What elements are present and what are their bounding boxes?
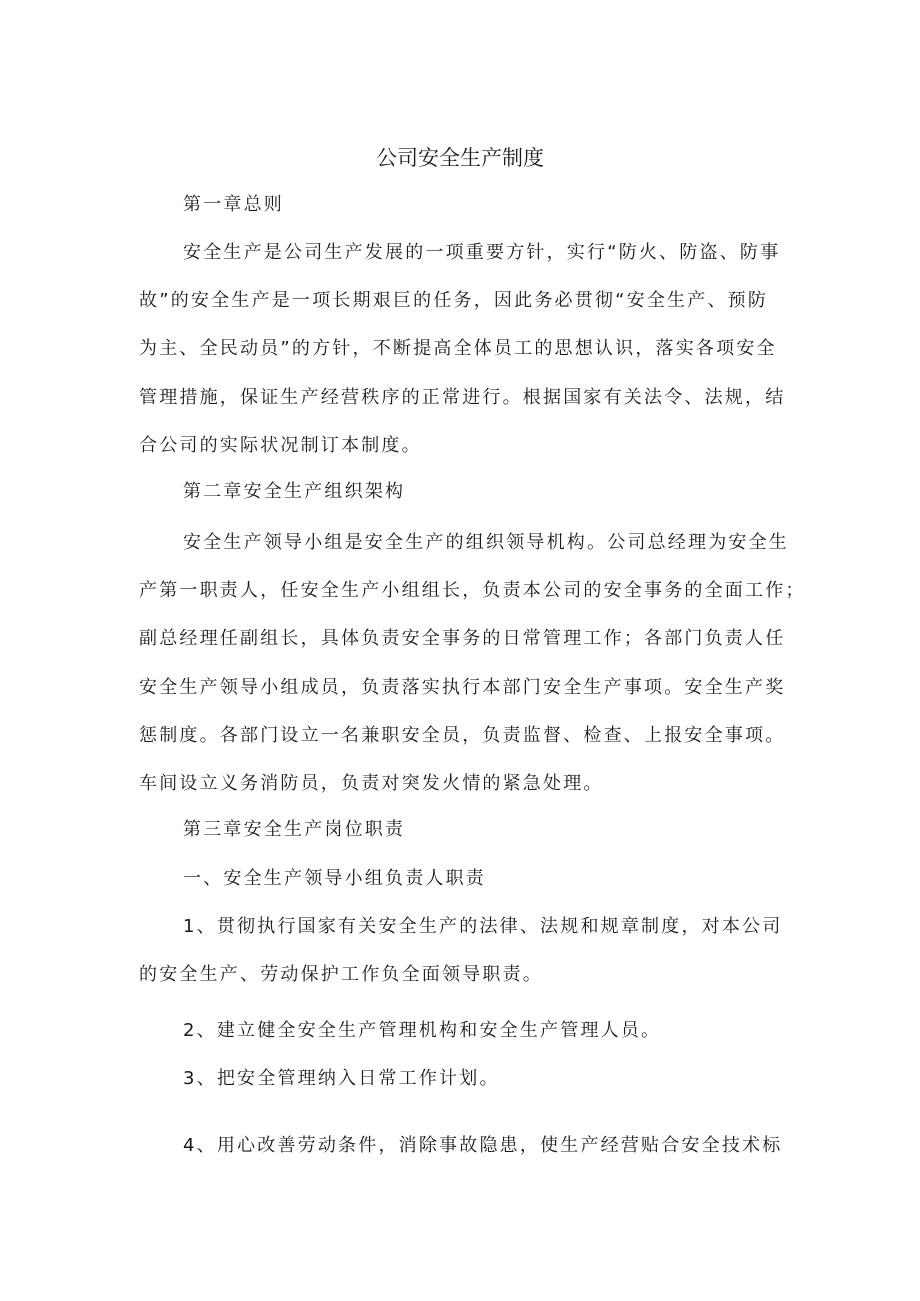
- paragraph-line: 副总经理任副组长，具体负责安全事务的日常管理工作；各部门负责人任: [139, 628, 786, 650]
- document-title: 公司安全生产制度: [376, 146, 544, 170]
- chapter-2-heading: 第二章安全生产组织架构: [183, 481, 406, 502]
- section-1-heading: 一、安全生产领导小组负责人职责: [183, 868, 486, 889]
- paragraph-line: 管理措施，保证生产经营秩序的正常进行。根据国家有关法令、法规，结: [139, 386, 786, 408]
- item-1-paragraph: [139, 903, 799, 999]
- chapter-3-heading: 第三章安全生产岗位职责: [183, 819, 406, 840]
- item-2-paragraph: 2、建立健全安全生产管理机构和安全生产管理人员。: [183, 1020, 662, 1041]
- paragraph-line: 故”的安全生产是一项长期艰巨的任务，因此务必贯彻“安全生产、预防: [139, 290, 769, 312]
- item-3-paragraph: 3、把安全管理纳入日常工作计划。: [183, 1068, 500, 1089]
- paragraph-line: 惩制度。各部门设立一名兼职安全员，负责监督、检查、上报安全事项。: [139, 724, 786, 746]
- paragraph-line: 产第一职责人，任安全生产小组组长，负责本公司的安全事务的全面工作；: [139, 580, 806, 602]
- paragraph-line: 车间设立义务消防员，负责对突发火情的紧急处理。: [139, 772, 604, 794]
- item-4-paragraph: 4、用心改善劳动条件，消除事故隐患，使生产经营贴合安全技术标: [183, 1135, 783, 1156]
- paragraph-line: 合公司的实际状况制订本制度。: [139, 434, 422, 456]
- chapter-2-paragraph: [139, 519, 806, 808]
- paragraph-line: 安全生产领导小组是安全生产的组织领导机构。公司总经理为安全生: [183, 532, 789, 553]
- paragraph-line: 1、贯彻执行国家有关安全生产的法律、法规和规章制度，对本公司: [183, 916, 783, 937]
- chapter-1-paragraph: [139, 229, 799, 470]
- paragraph-line: 安全生产领导小组成员，负责落实执行本部门安全生产事项。安全生产奖: [139, 676, 786, 698]
- paragraph-line: 安全生产是公司生产发展的一项重要方针，实行“防火、防盗、防事: [183, 242, 781, 263]
- chapter-1-heading: 第一章总则: [183, 194, 284, 215]
- paragraph-line: 为主、全民动员”的方针，不断提高全体员工的思想认识，落实各项安全: [139, 338, 777, 360]
- paragraph-line: 的安全生产、劳动保护工作负全面领导职责。: [139, 964, 543, 986]
